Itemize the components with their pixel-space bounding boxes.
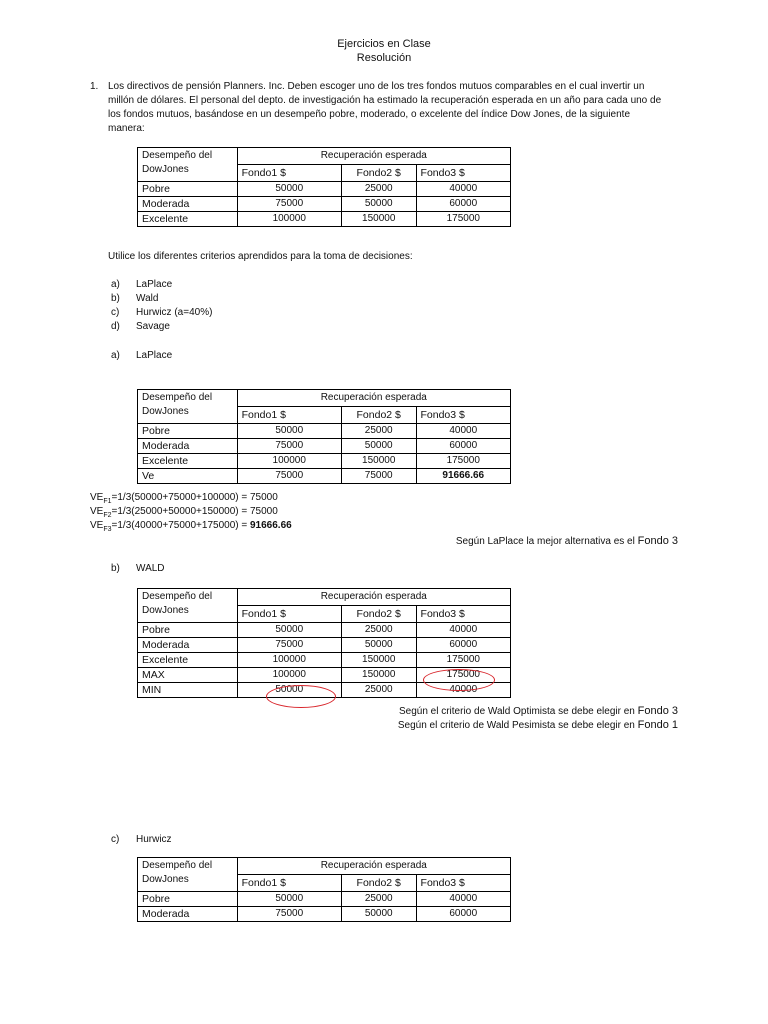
table-row: Excelente 100000 150000 175000 [138,454,511,469]
header-recuperacion: Recuperación esperada [237,589,510,606]
table-row: Pobre 50000 25000 40000 [138,424,511,439]
problem-number: 1. [90,81,99,92]
header-fondo3: Fondo3 $ [416,875,510,892]
section-letter: b) [111,563,120,574]
page-subtitle: Resolución [356,52,412,64]
header-fondo2: Fondo2 $ [341,407,416,424]
highlight-ring-min-fondo1 [266,685,336,708]
laplace-formula: $VE_{F2}=1/3(25000+50000+150000) = 75000$ [90,506,278,519]
header-fondo2: Fondo2 $ [341,606,416,623]
table-row: Moderada 75000 50000 60000 [138,197,511,212]
section-title-laplace: LaPlace [136,350,173,361]
problem-line: Los directivos de pensión Planners. Inc. Deben escoger uno de los tres fondos mutuos comparables en el cual invertir un [108,81,645,92]
returns-table [137,147,511,227]
laplace-formula: $VE_{F1}=1/3(50000+75000+100000) = 75000$ [90,492,278,505]
header-recuperacion: Recuperación esperada [237,858,510,875]
table-row: Moderada 75000 50000 60000 [138,439,511,454]
header-desempeno: Desempeño del DowJones [138,148,238,182]
laplace-table [137,389,511,484]
header-fondo1: Fondo1 $ [237,875,341,892]
criteria-item: LaPlace [136,279,173,290]
section-title-hurwicz: Hurwicz [136,834,172,845]
criteria-item: Hurwicz (a=40%) [136,307,213,318]
header-fondo1: Fondo1 $ [237,407,341,424]
table-row: Moderada 75000 50000 60000 [138,907,511,922]
section-letter: c) [111,834,120,845]
criteria-item: Wald [136,293,159,304]
header-desempeno: Desempeño del DowJones [138,390,238,424]
section-letter: a) [111,350,120,361]
header-desempeno: Desempeño del DowJones [138,858,238,892]
table-row: Pobre 50000 25000 40000 [138,623,511,638]
header-fondo1: Fondo1 $ [237,165,341,182]
header-recuperacion: Recuperación esperada [237,390,510,407]
header-fondo3: Fondo3 $ [416,407,511,424]
table-row: Excelente 100000 150000 175000 [138,653,511,668]
header-fondo1: Fondo1 $ [237,606,341,623]
problem-line: los fondos mutuos, basándose en un desempeño pobre, moderado, o excelente del índice Dow Jones, de la siguiente [108,109,631,120]
table-row-min: MIN 50000 25000 40000 [138,683,511,698]
table-row: Moderada 75000 50000 60000 [138,638,511,653]
page-title: Ejercicios en Clase [337,38,431,50]
table-row: Pobre 50000 25000 40000 [138,182,511,197]
problem-text [108,80,683,136]
criteria-letter: a) [111,279,120,290]
highlight-ring-max-fondo3 [423,669,495,691]
header-desempeno: Desempeño del DowJones [138,589,238,623]
header-fondo2: Fondo2 $ [341,165,416,182]
header-fondo3: Fondo3 $ [416,165,510,182]
table-row-max: MAX 100000 150000 175000 [138,668,511,683]
criteria-letter: c) [111,307,120,318]
wald-optimista-conclusion: Según el criterio de Wald Optimista se debe elegir en Fondo 3 [398,705,678,717]
header-fondo3: Fondo3 $ [416,606,510,623]
laplace-formula: $VE_{F3}=1/3(40000+75000+175000) = 91666.66$ [90,520,292,533]
section-title-wald: WALD [136,563,165,574]
laplace-conclusion: Según LaPlace la mejor alternativa es el Fondo 3 [455,535,678,547]
table-row-ve: Ve 75000 75000 91666.66 [138,469,511,484]
table-row: Excelente 100000 150000 175000 [138,212,511,227]
header-recuperacion: Recuperación esperada [237,148,510,165]
table-row: Pobre 50000 25000 40000 [138,892,511,907]
criteria-item: Savage [136,321,170,332]
instructions-text: Utilice los diferentes criterios aprendidos para la toma de decisiones: [108,251,413,262]
header-fondo2: Fondo2 $ [341,875,416,892]
problem-line: millón de dólares. El personal del depto. de investigación ha estimado la recuperación esperada en un año para cada uno de [108,95,662,106]
wald-pesimista-conclusion: Según el criterio de Wald Pesimista se debe elegir en Fondo 1 [397,719,678,731]
problem-line: manera: [108,123,145,134]
criteria-letter: d) [111,321,120,332]
hurwicz-table [137,857,511,922]
criteria-letter: b) [111,293,120,304]
